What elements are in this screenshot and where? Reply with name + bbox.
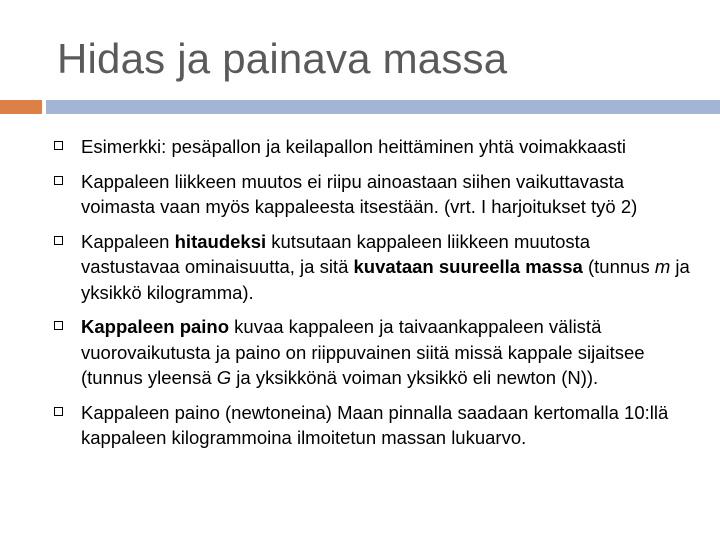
checkbox-bullet-icon: [54, 176, 63, 185]
bullet-text-bold: hitaudeksi: [174, 230, 267, 252]
title-rule: [46, 100, 720, 114]
bullet-text: Kappaleen paino (newtoneina) Maan pinnalla saadaan kertomalla 10:llä kappaleen kilogrammoina ilmoitetun massan lukuarvo.: [81, 401, 669, 448]
bullet-text: (tunnus: [582, 256, 655, 277]
bullet-text: Esimerkki: pesäpallon ja keilapallon heittäminen yhtä voimakkaasti: [81, 136, 627, 157]
checkbox-bullet-icon: [54, 141, 63, 150]
bullet-item: [0, 400, 720, 451]
accent-bar: [0, 100, 42, 114]
bullet-text: Kappaleen: [81, 230, 175, 252]
bullet-text: ja yksikkönä voiman yksikkö eli newton (N)).: [231, 367, 599, 388]
bullet-text: Kappaleen liikkeen muutos ei riipu ainoastaan siihen vaikuttavasta voimasta vaan myös kappaleesta itsestään. (vrt. I harjoitukset työ 2): [81, 170, 638, 217]
checkbox-bullet-icon: [54, 407, 63, 416]
bullet-text-bold: Kappaleen paino: [81, 316, 230, 337]
bullet-text: kutsutaan kappaleen liikkeen muutosta vastustavaa ominaisuutta, ja sitä: [81, 230, 591, 277]
bullet-text-italic: G: [216, 367, 232, 388]
checkbox-bullet-icon: [54, 236, 63, 245]
bullet-item: [0, 229, 720, 306]
bullet-text-bold: kuvataan suureella massa: [353, 256, 583, 277]
bullet-item: [0, 314, 720, 391]
bullet-list: [0, 134, 720, 460]
bullet-text: kuvaa kappaleen ja taivaankappaleen välistä vuorovaikutusta ja paino on riippuvainen siitä missä kappale sijaitsee (tunnus yleensä: [81, 316, 645, 388]
bullet-item: [0, 134, 720, 160]
bullet-text-italic: m: [654, 256, 671, 277]
slide-title: Hidas ja painava massa: [57, 35, 508, 82]
bullet-item: [0, 169, 720, 220]
checkbox-bullet-icon: [54, 321, 63, 330]
bullet-text: ja yksikkö kilogramma).: [81, 256, 690, 303]
